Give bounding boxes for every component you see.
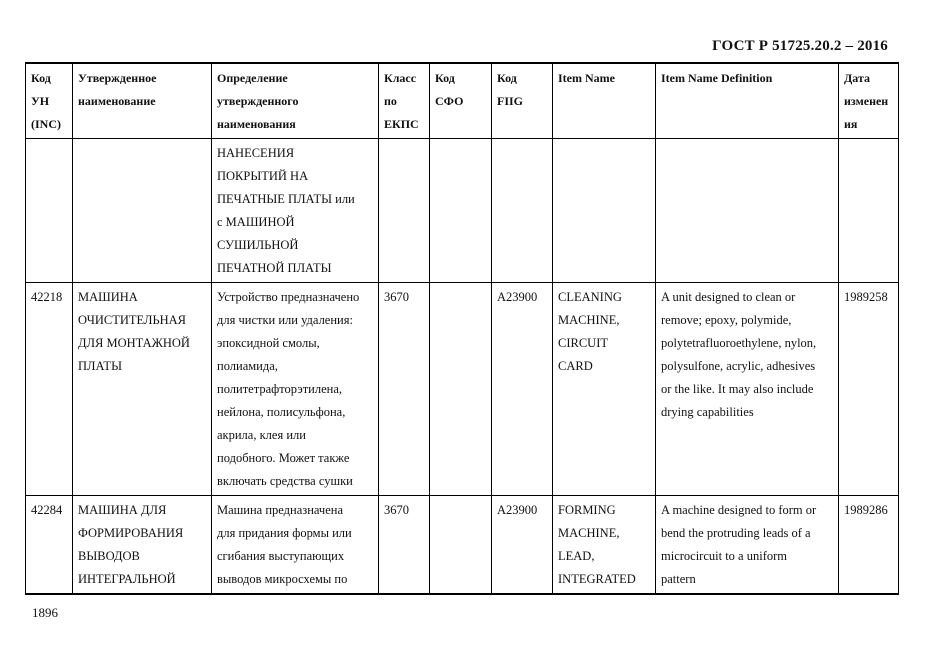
table-row (26, 139, 899, 283)
cell-class: 3670 (379, 496, 430, 595)
cell-sfo (430, 496, 492, 595)
cell-item-name: CLEANING MACHINE, CIRCUIT CARD (553, 283, 656, 496)
page-number: 1896 (32, 605, 58, 620)
column-header-sfo: Код СФО (430, 63, 492, 139)
cell-sfo (430, 283, 492, 496)
cell-sfo (430, 139, 492, 283)
item-names-table (25, 62, 899, 595)
column-header-item-name: Item Name (553, 63, 656, 139)
table-row (26, 496, 899, 595)
column-header-definition: Определение утвержденного наименования (212, 63, 379, 139)
cell-definition: Машина предназначена для придания формы или сгибания выступающих выводов микросхемы по (212, 496, 379, 595)
cell-class (379, 139, 430, 283)
cell-inc: 42218 (26, 283, 73, 496)
cell-fiig: A23900 (492, 496, 553, 595)
cell-date: 1989286 (839, 496, 899, 595)
cell-item-definition: A machine designed to form or bend the protruding leads of a microcircuit to a uniform pattern (656, 496, 839, 595)
cell-fiig: A23900 (492, 283, 553, 496)
cell-approved-name: МАШИНА ДЛЯ ФОРМИРОВАНИЯ ВЫВОДОВ ИНТЕГРАЛЬНОЙ (73, 496, 212, 595)
cell-fiig (492, 139, 553, 283)
cell-class: 3670 (379, 283, 430, 496)
cell-inc (26, 139, 73, 283)
cell-definition: Устройство предназначено для чистки или удаления: эпоксидной смолы, полиамида, политетрафторэтилена, нейлона, полисульфона, акрила, клея или подобного. Может также включать средства сушки (212, 283, 379, 496)
table-row (26, 283, 899, 496)
document-title: ГОСТ Р 51725.20.2 – 2016 (712, 38, 888, 54)
cell-item-definition: A unit designed to clean or remove; epoxy, polymide, polytetrafluoroethylene, nylon, polysulfone, acrylic, adhesives or the like. It may also include drying capabilities (656, 283, 839, 496)
cell-definition: НАНЕСЕНИЯ ПОКРЫТИЙ НА ПЕЧАТНЫЕ ПЛАТЫ или с МАШИНОЙ СУШИЛЬНОЙ ПЕЧАТНОЙ ПЛАТЫ (212, 139, 379, 283)
column-header-item-definition: Item Name Definition (656, 63, 839, 139)
cell-approved-name: МАШИНА ОЧИСТИТЕЛЬНАЯ ДЛЯ МОНТАЖНОЙ ПЛАТЫ (73, 283, 212, 496)
cell-item-name: FORMING MACHINE, LEAD, INTEGRATED (553, 496, 656, 595)
cell-inc: 42284 (26, 496, 73, 595)
column-header-fiig: Код FIIG (492, 63, 553, 139)
cell-date: 1989258 (839, 283, 899, 496)
column-header-inc: Код УН (INC) (26, 63, 73, 139)
column-header-date: Дата изменен ия (839, 63, 899, 139)
table-header-row (26, 63, 899, 139)
cell-item-name (553, 139, 656, 283)
column-header-class: Класс по ЕКПС (379, 63, 430, 139)
column-header-approved-name: Утвержденное наименование (73, 63, 212, 139)
cell-item-definition (656, 139, 839, 283)
cell-approved-name (73, 139, 212, 283)
cell-date (839, 139, 899, 283)
